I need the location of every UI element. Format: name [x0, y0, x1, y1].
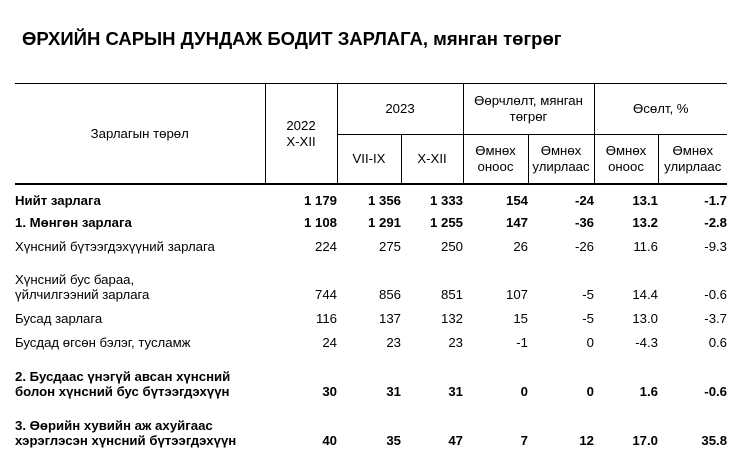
- row-label-line: Бусад зарлага: [15, 311, 103, 326]
- cell-value: -36: [574, 215, 595, 230]
- row-label: [15, 208, 265, 230]
- cell-value: 1 291: [367, 215, 401, 230]
- page-title: ӨРХИЙН САРЫН ДУНДАЖ БОДИТ ЗАРЛАГА, мянган төгрөг: [22, 28, 562, 49]
- row-label-line: 2. Бусдаас үнэгүй авсан хүнсний: [15, 369, 231, 384]
- table-row: [15, 184, 727, 208]
- cell-value: 856: [378, 287, 401, 302]
- header-2023-q3: VII-IX: [337, 135, 401, 185]
- cell-value: 23: [386, 335, 401, 350]
- header-label-line: Өмнөх: [475, 143, 516, 158]
- header-category: Зарлагын төрөл: [15, 84, 265, 185]
- cell-value: 851: [440, 287, 463, 302]
- header-2023: 2023: [337, 84, 463, 135]
- cell-value: 13.0: [632, 311, 659, 326]
- cell-value: -1.7: [704, 193, 728, 208]
- cell-value: 31: [386, 384, 401, 399]
- cell-value: 35: [386, 433, 401, 448]
- table-row: [15, 350, 727, 399]
- cell-value: 1 108: [303, 215, 337, 230]
- cell-value: 12: [579, 433, 595, 448]
- row-label-line: 1. Мөнгөн зарлага: [15, 215, 132, 230]
- table-row: [15, 230, 727, 254]
- header-label-line: улирлаас: [664, 159, 722, 174]
- header-change-prev-quarter: [528, 135, 594, 185]
- cell-value: 1 255: [429, 215, 463, 230]
- row-label: [15, 350, 265, 399]
- cell-value: 7: [520, 433, 528, 448]
- cell-value: 744: [314, 287, 337, 302]
- header-2022: [265, 84, 337, 185]
- cell-value: -1: [516, 335, 528, 350]
- row-label-line: хэрэглэсэн хүнсний бүтээгдэхүүн: [15, 433, 237, 448]
- cell-value: -4.3: [635, 335, 659, 350]
- cell-value: 23: [448, 335, 463, 350]
- cell-value: -5: [582, 311, 595, 326]
- cell-value: 0: [586, 384, 595, 399]
- header-2022-year: 2022: [286, 117, 316, 133]
- row-label-line: Бусдад өгсөн бэлэг, тусламж: [15, 335, 191, 350]
- header-change: [463, 84, 594, 135]
- table-row: [15, 399, 727, 448]
- cell-value: 137: [378, 311, 401, 326]
- header-2023-q4: X-XII: [401, 135, 463, 185]
- cell-value: -9.3: [704, 239, 728, 254]
- header-growth: Өсөлт, %: [594, 84, 727, 135]
- row-label: [15, 184, 265, 208]
- table-row: [15, 326, 727, 350]
- cell-value: 0: [520, 384, 528, 399]
- row-label: [15, 302, 265, 326]
- cell-value: 1 356: [367, 193, 401, 208]
- table-row: [15, 254, 727, 302]
- cell-value: -26: [574, 239, 595, 254]
- cell-value: 1 179: [303, 193, 337, 208]
- cell-value: 275: [378, 239, 401, 254]
- cell-value: -5: [582, 287, 595, 302]
- cell-value: 13.1: [632, 193, 659, 208]
- cell-value: -3.7: [704, 311, 728, 326]
- row-label-line: Нийт зарлага: [15, 193, 101, 208]
- row-label-line: үйлчилгээний зарлага: [15, 287, 150, 302]
- row-label-line: Хүнсний бүтээгдэхүүний зарлага: [15, 239, 215, 254]
- header-label-line: оноос: [608, 159, 644, 174]
- row-label-line: болон хүнсний бус бүтээгдэхүүн: [15, 384, 230, 399]
- header-growth-prev-year: [594, 135, 658, 185]
- cell-value: 0.6: [708, 335, 728, 350]
- cell-value: 26: [513, 239, 528, 254]
- cell-value: 1.6: [639, 384, 659, 399]
- expenditure-table: [15, 83, 727, 448]
- header-change-line2: төгрөг: [509, 109, 548, 124]
- cell-value: 40: [322, 433, 337, 448]
- cell-value: 14.4: [632, 287, 659, 302]
- cell-value: 116: [315, 311, 337, 326]
- row-label: [15, 326, 265, 350]
- header-change-line1: Өөрчлөлт, мянган: [474, 93, 583, 108]
- cell-value: 224: [314, 239, 337, 254]
- header-label-line: Өмнөх: [605, 143, 647, 158]
- cell-value: 132: [440, 311, 463, 326]
- cell-value: -2.8: [704, 215, 728, 230]
- cell-value: 0: [586, 335, 595, 350]
- cell-value: 24: [322, 335, 337, 350]
- cell-value: 11.6: [633, 239, 659, 254]
- header-label-line: Өмнөх: [540, 143, 582, 158]
- header-label-line: улирлаас: [532, 159, 590, 174]
- cell-value: 47: [448, 433, 463, 448]
- cell-value: -0.6: [704, 287, 728, 302]
- header-change-prev-year: [463, 135, 528, 185]
- table-row: [15, 302, 727, 326]
- cell-value: 107: [505, 287, 528, 302]
- row-label: [15, 254, 265, 302]
- cell-value: 1 333: [429, 193, 463, 208]
- cell-value: 13.2: [632, 215, 659, 230]
- row-label-line: Хүнсний бус бараа,: [15, 272, 135, 287]
- row-label: [15, 230, 265, 254]
- table-row: [15, 208, 727, 230]
- cell-value: 17.0: [632, 433, 659, 448]
- row-label: [15, 399, 265, 448]
- header-label-line: оноос: [477, 159, 514, 174]
- cell-value: 250: [440, 239, 463, 254]
- cell-value: -0.6: [704, 384, 728, 399]
- cell-value: 154: [505, 193, 528, 208]
- cell-value: 15: [513, 311, 528, 326]
- cell-value: 147: [505, 215, 528, 230]
- cell-value: 31: [448, 384, 463, 399]
- row-label-line: 3. Өөрийн хувийн аж ахуйгаас: [15, 418, 213, 433]
- header-growth-prev-quarter: [658, 135, 727, 185]
- cell-value: 30: [322, 384, 337, 399]
- cell-value: -24: [574, 193, 595, 208]
- header-label-line: Өмнөх: [672, 143, 714, 158]
- cell-value: 35.8: [701, 433, 728, 448]
- header-2022-quarter: X-XII: [286, 133, 316, 149]
